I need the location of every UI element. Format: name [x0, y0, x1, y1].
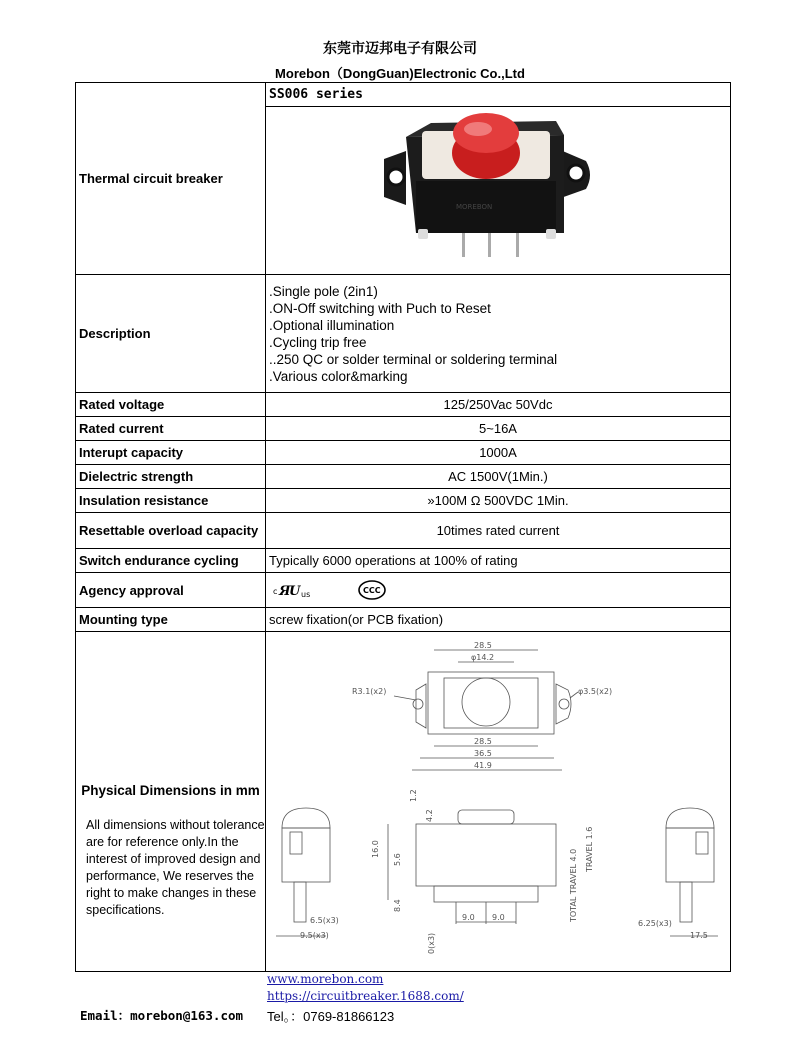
- spec-table: [75, 82, 731, 972]
- svg-text:c: c: [273, 587, 278, 596]
- dimension-drawing-cell: [266, 632, 731, 972]
- dim-text: 6.25(x3): [638, 919, 672, 928]
- left-side-view: [276, 808, 339, 940]
- description-line: .Optional illumination: [269, 317, 395, 333]
- spec-label-endurance: Switch endurance cycling: [76, 549, 266, 573]
- spec-value-endurance: Typically 6000 operations at 100% of rating: [266, 549, 731, 573]
- series-label: SS006 series: [266, 83, 731, 107]
- spec-label-resettable-overload: Resettable overload capacity: [76, 513, 266, 549]
- dim-text: R3.1(x2): [352, 687, 387, 696]
- email-label: Email：: [80, 1008, 131, 1023]
- description-line: ..250 QC or solder terminal or soldering terminal: [269, 351, 558, 367]
- description-cell: [266, 275, 731, 393]
- spec-value-rated-voltage: 125/250Vac 50Vdc: [266, 393, 731, 417]
- svg-text:U: U: [289, 584, 301, 599]
- dim-text: 9.0: [462, 913, 475, 922]
- spec-label-insulation-resistance: Insulation resistance: [76, 489, 266, 513]
- dim-text: 17.5: [690, 931, 708, 940]
- dim-text: 6.5(x3): [310, 916, 339, 925]
- disclaimer-note: All dimensions without tolerance are for reference only.In the interest of improved design and performance, We reserves the right to make changes in these specifications.: [86, 818, 265, 917]
- svg-text:MOREBON: MOREBON: [456, 203, 493, 211]
- spec-label-dielectric-strength: Dielectric strength: [76, 465, 266, 489]
- dim-text: 4.2: [425, 809, 434, 822]
- dim-text: 28.5: [474, 737, 492, 746]
- product-category: Thermal circuit breaker: [76, 83, 266, 275]
- spec-label-mounting: Mounting type: [76, 608, 266, 632]
- spec-label-interrupt-capacity: Interupt capacity: [76, 441, 266, 465]
- dim-text: 0(x3): [427, 932, 436, 954]
- svg-text:CCC: CCC: [362, 586, 381, 595]
- spec-value-resettable-overload: 10times rated current: [266, 513, 731, 549]
- physical-dimensions-cell: [76, 632, 266, 972]
- description-label: Description: [76, 275, 266, 393]
- description-line: .Various color&marking: [269, 368, 408, 384]
- ul-recognized-icon: [269, 579, 329, 601]
- dim-text: 8.4: [393, 899, 402, 912]
- dim-text: 1.2: [409, 789, 418, 802]
- top-view: [352, 641, 612, 770]
- front-view: [371, 789, 594, 954]
- dim-text: 28.5: [474, 641, 492, 650]
- company-name-cn: 东莞市迈邦电子有限公司: [323, 41, 477, 57]
- spec-value-interrupt-capacity: 1000A: [266, 441, 731, 465]
- dim-text: φ14.2: [471, 653, 495, 662]
- dimension-drawing: [266, 632, 732, 968]
- spec-value-insulation-resistance: »100M Ω 500VDC 1Min.: [266, 489, 731, 513]
- spec-label-rated-current: Rated current: [76, 417, 266, 441]
- dim-text: 5.6: [393, 853, 402, 866]
- ccc-mark-icon: [355, 579, 389, 601]
- shop-link[interactable]: https://circuitbreaker.1688.com/: [267, 989, 464, 1003]
- agency-marks: [266, 573, 731, 608]
- spec-value-rated-current: 5~16A: [266, 417, 731, 441]
- svg-text:Я: Я: [279, 584, 291, 599]
- physical-dimensions-title: Physical Dimensions in mm: [81, 783, 260, 798]
- description-line: .Cycling trip free: [269, 334, 367, 350]
- spec-label-rated-voltage: Rated voltage: [76, 393, 266, 417]
- tel-value: 0769-81866123: [303, 1009, 395, 1024]
- dim-text: 9.0: [492, 913, 505, 922]
- dim-text: 9.5(x3): [300, 931, 329, 940]
- spec-value-mounting: screw fixation(or PCB fixation): [266, 608, 731, 632]
- dim-text: 36.5: [474, 749, 492, 758]
- dim-text: TOTAL TRAVEL 4.0: [569, 848, 578, 922]
- email-value[interactable]: morebon@163.com: [130, 1008, 244, 1023]
- company-name-en: Morebon（DongGuan)Electronic Co.,Ltd: [275, 66, 525, 81]
- product-photo-cell: [266, 107, 731, 275]
- dim-text: 16.0: [371, 840, 380, 858]
- description-line: .Single pole (2in1): [269, 283, 378, 299]
- dim-text: 41.9: [474, 761, 492, 770]
- spec-label-agency: Agency approval: [76, 573, 266, 608]
- tel-label: Tel。：: [267, 1009, 304, 1024]
- spec-value-dielectric-strength: AC 1500V(1Min.): [266, 465, 731, 489]
- website-link[interactable]: www.morebon.com: [267, 972, 384, 986]
- product-photo: [266, 107, 732, 271]
- description-line: .ON-Off switching with Puch to Reset: [269, 300, 491, 316]
- dim-text: φ3.5(x2): [578, 687, 613, 696]
- dim-text: TRAVEL 1.6: [585, 826, 594, 872]
- right-side-view: [638, 808, 718, 940]
- svg-text:us: us: [301, 590, 311, 599]
